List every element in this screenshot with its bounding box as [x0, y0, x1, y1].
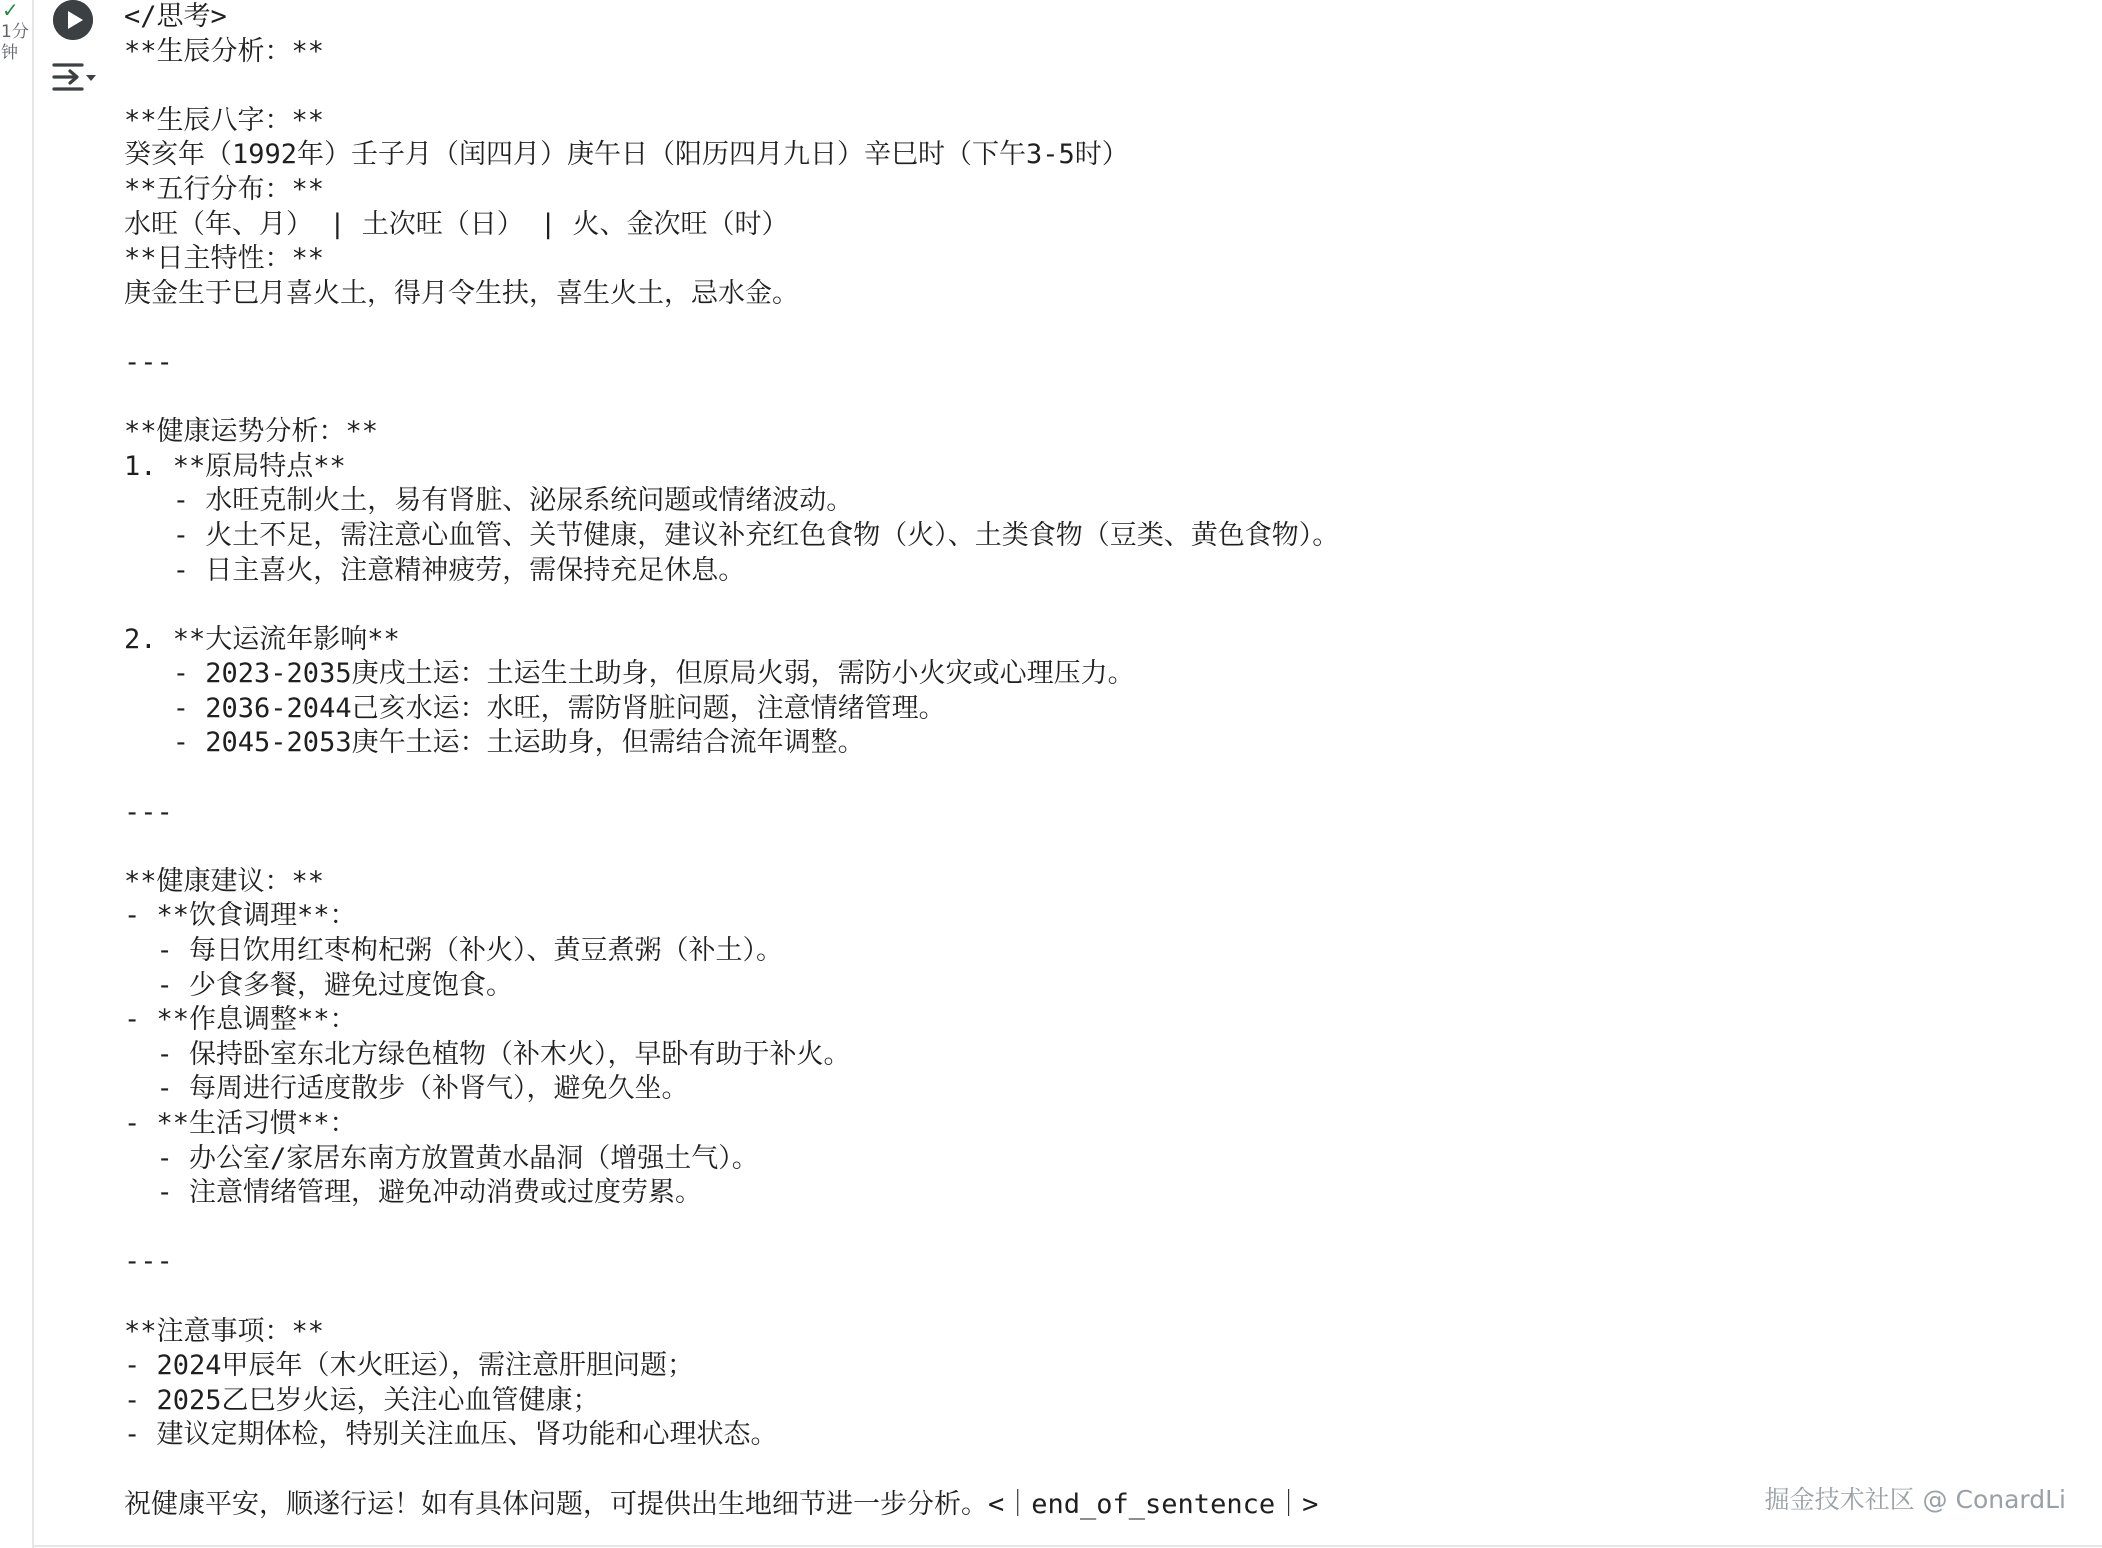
output-line: 2. **大运流年影响** [124, 623, 400, 655]
cell-status-column [0, 0, 34, 1548]
run-cell-button[interactable] [53, 0, 93, 40]
output-line: - 注意情绪管理，避免冲动消费或过度劳累。 [124, 1177, 703, 1209]
output-line: --- [124, 796, 173, 828]
output-line: </思考> [124, 1, 227, 32]
execution-time: 1分钟 [1, 22, 29, 63]
output-line [124, 69, 2084, 104]
output-line: **日主特性：** [124, 243, 325, 275]
output-line [124, 830, 2084, 865]
output-line: - **饮食调理**： [124, 900, 357, 932]
output-line: - 水旺克制火土，易有肾脏、泌尿系统问题或情绪波动。 [124, 485, 854, 517]
output-line: 1. **原局特点** [124, 450, 346, 482]
output-line: - 2024甲辰年（木火旺运），需注意肝胆问题； [124, 1350, 695, 1382]
output-line [124, 1280, 2084, 1315]
output-line [124, 1211, 2084, 1246]
output-line [124, 311, 2084, 346]
output-line: - 办公室/家居东南方放置黄水晶洞（增强土气）。 [124, 1142, 759, 1174]
output-line: --- [124, 1246, 173, 1278]
output-line: 庚金生于巳月喜火土，得月令生扶，喜生火土，忌水金。 [124, 277, 799, 309]
output-line: - 2023-2035庚戌土运：土运生土助身，但原局火弱，需防小火灾或心理压力。 [124, 658, 1135, 690]
output-line: - 2025乙巳岁火运，关注心血管健康； [124, 1384, 600, 1416]
output-line: - 2045-2053庚午土运：土运助身，但需结合流年调整。 [124, 727, 865, 759]
output-line [124, 761, 2084, 796]
output-line: - 2036-2044己亥水运：水旺，需防肾脏问题，注意情绪管理。 [124, 692, 946, 724]
output-line: - 日主喜火，注意精神疲劳，需保持充足休息。 [124, 554, 746, 586]
output-line: - 火土不足，需注意心血管、关节健康，建议补充红色食物（火）、土类食物（豆类、黄色食物）。 [124, 519, 1340, 551]
check-icon: ✓ [2, 0, 19, 22]
output-line: 祝健康平安，顺遂行运！如有具体问题，可提供出生地细节进一步分析。<｜end_of_sentence｜> [124, 1488, 1319, 1520]
output-line: **健康建议：** [124, 865, 325, 897]
output-line: --- [124, 346, 173, 378]
output-line: **健康运势分析：** [124, 416, 379, 448]
cell-bottom-divider [34, 1545, 2102, 1547]
output-line: **生辰分析：** [124, 35, 325, 67]
cell-output-text [124, 0, 2084, 1522]
output-line: 癸亥年（1992年）壬子月（闰四月）庚午日（阳历四月九日）辛巳时（下午3-5时） [124, 139, 1129, 171]
watermark: 掘金技术社区 @ ConardLi [1764, 1485, 2066, 1514]
output-line: - **作息调整**： [124, 1004, 357, 1036]
output-line: - 保持卧室东北方绿色植物（补木火），早卧有助于补火。 [124, 1038, 851, 1070]
output-line: - 每周进行适度散步（补肾气），避免久坐。 [124, 1073, 689, 1105]
output-line: **注意事项：** [124, 1315, 325, 1347]
output-line: 水旺（年、月） | 土次旺（日） | 火、金次旺（时） [124, 208, 789, 240]
output-actions-button[interactable] [52, 58, 98, 98]
output-line: - 建议定期体检，特别关注血压、肾功能和心理状态。 [124, 1419, 778, 1451]
play-circle-icon [53, 0, 93, 40]
output-line [124, 381, 2084, 416]
output-line: - **生活习惯**： [124, 1108, 357, 1139]
output-line [124, 588, 2084, 623]
output-line: **生辰八字：** [124, 104, 325, 136]
output-line: - 少食多餐，避免过度饱食。 [124, 969, 514, 1001]
output-line: **五行分布：** [124, 173, 325, 205]
output-actions-icon [52, 58, 98, 98]
output-line: - 每日饮用红枣枸杞粥（补火）、黄豆煮粥（补土）。 [124, 935, 784, 967]
